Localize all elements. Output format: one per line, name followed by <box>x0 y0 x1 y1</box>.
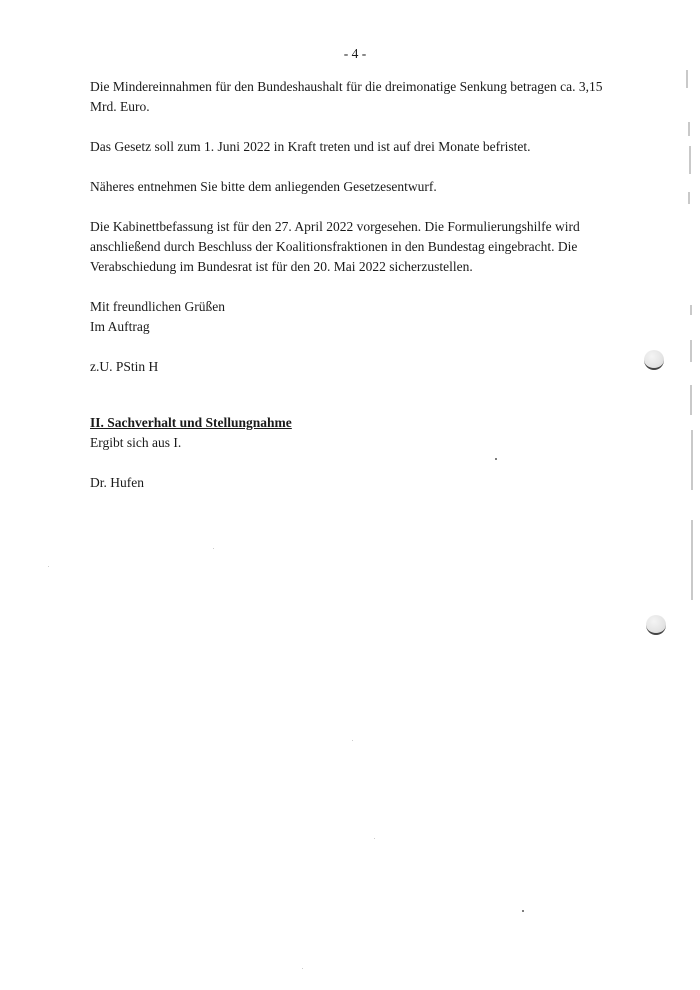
scan-edge-mark <box>691 520 693 600</box>
closing-authority: Im Auftrag <box>90 319 150 334</box>
punch-hole <box>646 615 666 635</box>
scan-edge-mark <box>689 146 691 174</box>
signature-note: z.U. PStin H <box>90 359 159 374</box>
paragraph-draft-reference: Näheres entnehmen Sie bitte dem anliegenden Gesetzesentwurf. <box>90 179 437 194</box>
section-body: Ergibt sich aus I. <box>90 435 182 450</box>
scan-edge-mark <box>690 305 692 315</box>
page-number: - 4 - <box>343 46 367 61</box>
scan-edge-mark <box>690 385 692 415</box>
section-signer: Dr. Hufen <box>90 475 144 490</box>
punch-hole <box>644 350 664 370</box>
scan-speck <box>352 740 353 741</box>
paragraph-effective-date: Das Gesetz soll zum 1. Juni 2022 in Kraft treten und ist auf drei Monate befristet. <box>90 139 531 154</box>
scan-speck <box>495 458 497 460</box>
paragraph-revenue-loss: Die Mindereinnahmen für den Bundeshaushalt für die dreimonatige Senkung betragen ca. 3,15 Mrd. Euro. <box>90 79 603 114</box>
scan-edge-mark <box>688 192 690 204</box>
paragraph-cabinet-schedule: Die Kabinettbefassung ist für den 27. April 2022 vorgesehen. Die Formulierungshilfe wird anschließend durch Beschluss der Koalitionsfraktionen in den Bundestag eingebracht. Die Verabschiedung im Bundesrat ist für den 20. Mai 2022 sicherzustellen. <box>90 219 580 274</box>
scan-speck <box>48 566 49 567</box>
scan-speck <box>374 838 375 839</box>
letter-body <box>90 77 610 493</box>
scan-speck <box>522 910 524 912</box>
scan-edge-mark <box>691 430 693 490</box>
scan-edge-mark <box>690 340 692 362</box>
scan-edge-mark <box>688 122 690 136</box>
scan-speck <box>213 548 214 549</box>
scan-speck <box>302 968 303 969</box>
closing-greeting: Mit freundlichen Grüßen <box>90 299 225 314</box>
scan-edge-mark <box>686 70 688 88</box>
section-heading: II. Sachverhalt und Stellungnahme <box>90 415 292 430</box>
